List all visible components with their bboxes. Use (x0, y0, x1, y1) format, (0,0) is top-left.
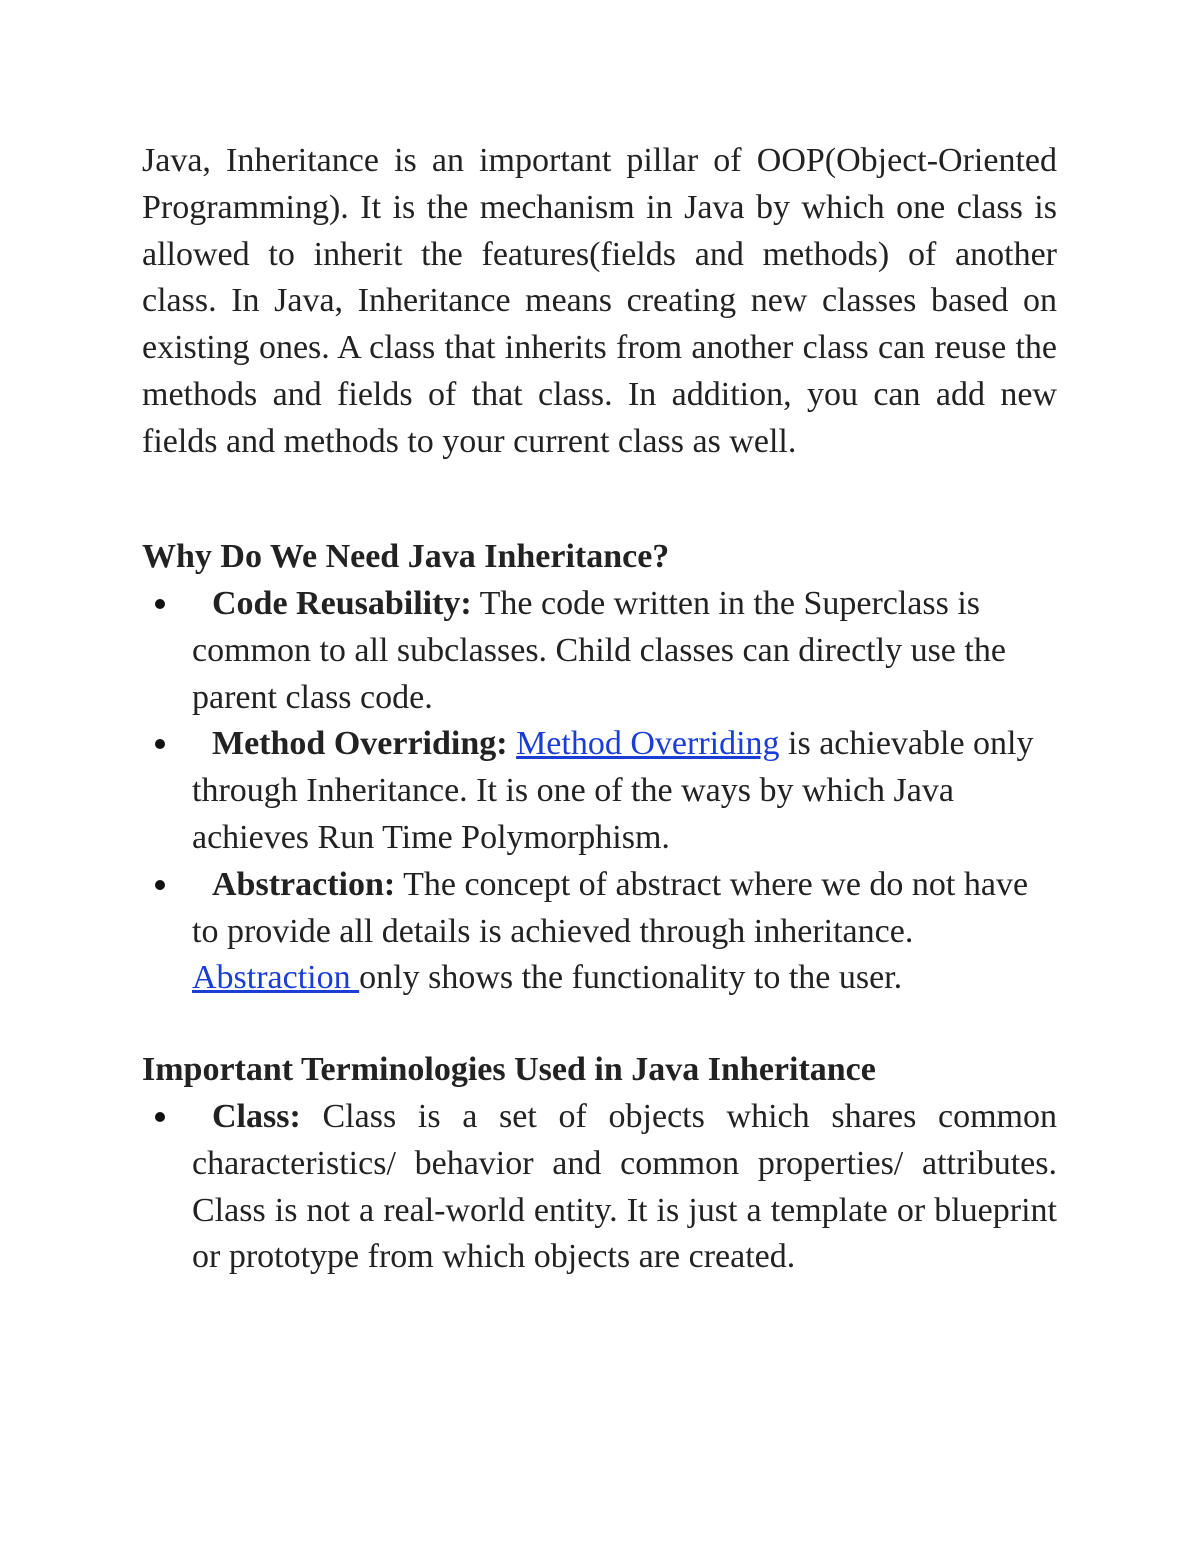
item-description-after-link: only shows the functionality to the user. (359, 959, 903, 997)
method-overriding-link[interactable]: Method Overriding (516, 725, 780, 763)
item-description: Class is a set of objects which shares common characteristics/ behavior and common properties/ attributes. Class is not a real-world entity. It is just a template or blueprint or prototype from which objects are created. (192, 1098, 1057, 1276)
bullet-icon (155, 880, 165, 890)
list-item-class (142, 1094, 1057, 1281)
item-description: The code written in the Superclass is common to all subclasses. Child classes can directly use the parent class code. (192, 585, 1006, 716)
terminologies-list (142, 1094, 1057, 1281)
intro-paragraph: Java, Inheritance is an important pillar of OOP(Object-Oriented Programming). It is the mechanism in Java by which one class is allowed to inherit the features(fields and methods) of another class. In Java, Inheritance means creating new classes based on existing ones. A class that inherits from another class can reuse the methods and fields of that class. In addition, you can add new fields and methods to your current class as well. (142, 142, 1057, 460)
why-inheritance-list (142, 581, 1057, 1002)
abstraction-link[interactable]: Abstraction (192, 959, 360, 997)
bullet-icon (155, 739, 165, 749)
term-method-overriding: Method Overriding: (212, 725, 508, 763)
list-item-method-overriding (142, 721, 1057, 861)
term-abstraction: Abstraction: (212, 865, 396, 903)
bullet-icon (155, 599, 165, 609)
term-code-reusability: Code Reusability: (212, 585, 472, 622)
bullet-icon (155, 1112, 165, 1122)
list-item-abstraction (142, 862, 1057, 1002)
list-item-code-reusability (142, 581, 1057, 721)
section-heading-terminologies: Important Terminologies Used in Java Inheritance (142, 1051, 876, 1088)
term-class: Class: (212, 1098, 301, 1135)
item-description: is achievable only through Inheritance. It is one of the ways by which Java achieves Run Time Polymorphism. (192, 725, 1034, 856)
item-description: The concept of abstract where we do not have to provide all details is achieved through inheritance. (192, 865, 1029, 950)
section-heading-why-inheritance: Why Do We Need Java Inheritance? (142, 538, 670, 575)
